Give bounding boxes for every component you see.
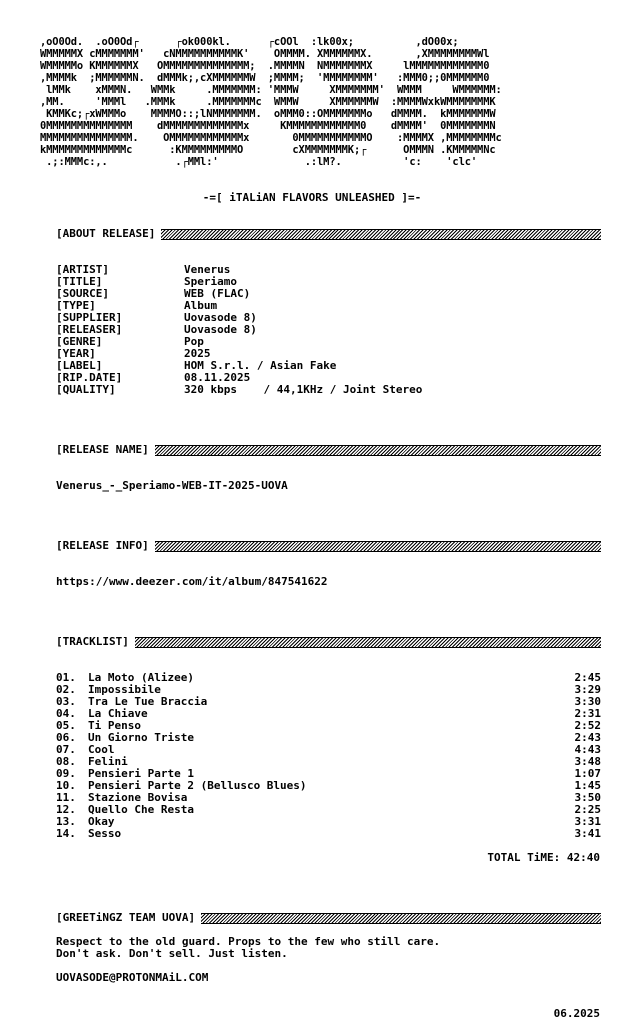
track-row — [56, 732, 601, 744]
track-title: Ti Penso — [88, 719, 141, 732]
track-duration: 2:45 — [574, 671, 601, 684]
track-duration: 3:50 — [574, 791, 601, 804]
track-number: 01. — [56, 671, 76, 684]
about-row — [56, 312, 601, 324]
about-release-list — [56, 264, 601, 396]
section-label-about: [ABOUT RELEASE] — [56, 227, 156, 240]
track-title: Cool — [88, 743, 115, 756]
track-number: 03. — [56, 695, 76, 708]
about-row — [56, 288, 601, 300]
track-row — [56, 744, 601, 756]
section-divider — [155, 445, 601, 456]
track-title: Un Giorno Triste — [88, 731, 194, 744]
track-number: 07. — [56, 743, 76, 756]
about-value: HOM S.r.l. / Asian Fake — [184, 359, 337, 372]
track-duration: 3:41 — [574, 827, 601, 840]
track-number: 02. — [56, 683, 76, 696]
track-row — [56, 816, 601, 828]
section-header-greetings — [56, 912, 601, 924]
track-duration: 4:43 — [574, 743, 601, 756]
about-key: [YEAR] — [56, 347, 96, 360]
release-info-url[interactable]: https://www.deezer.com/it/album/847541622 — [56, 575, 328, 588]
about-key: [ARTIST] — [56, 263, 109, 276]
total-time: TOTAL TiME: 42:40 — [487, 851, 600, 864]
track-duration: 2:25 — [574, 803, 601, 816]
about-value: Pop — [184, 335, 204, 348]
contact-email[interactable]: UOVASODE@PROTONMAiL.COM — [56, 971, 209, 984]
about-key: [GENRE] — [56, 335, 103, 348]
section-divider — [135, 637, 601, 648]
about-row — [56, 324, 601, 336]
about-key: [SUPPLIER] — [56, 311, 123, 324]
track-number: 04. — [56, 707, 76, 720]
track-title: La Chiave — [88, 707, 148, 720]
release-date: 06.2025 — [553, 1007, 600, 1020]
about-value: Uovasode 8) — [184, 323, 257, 336]
about-row — [56, 276, 601, 288]
track-title: Pensieri Parte 2 (Bellusco Blues) — [88, 779, 307, 792]
about-key: [LABEL] — [56, 359, 103, 372]
about-row — [56, 336, 601, 348]
track-number: 06. — [56, 731, 76, 744]
track-number: 08. — [56, 755, 76, 768]
about-value: Speriamo — [184, 275, 237, 288]
about-row — [56, 264, 601, 276]
track-number: 12. — [56, 803, 76, 816]
about-row — [56, 360, 601, 372]
tagline: -=[ iTALiAN FLAVORS UNLEASHED ]=- — [202, 191, 422, 204]
track-number: 10. — [56, 779, 76, 792]
track-number: 11. — [56, 791, 76, 804]
about-value: WEB (FLAC) — [184, 287, 251, 300]
track-number: 14. — [56, 827, 76, 840]
tracklist — [56, 672, 601, 840]
track-duration: 3:30 — [574, 695, 601, 708]
about-key: [RELEASER] — [56, 323, 123, 336]
ascii-logo: ,oO0Od. .oO0Od┌ ┌ok000kl. ┌cOOl :lk00x; ,dO00x; WMMMMMX cMMMMMMM' cNMMMMMMMMMMK' OMMMM. XMMMMMMX. ,XMMMMMMMMWl WMMMMMo KMMMMMMX OMMMMMMMMMMMMMM; .MMMMN NMMMMMMMX lMMMMMMMMMMMM0 ,MMMMk ;MMMMMMN. dMMMk;,cXMMMMMMW ;MMMM; 'MMMMMMMM' :MMM0;;0MMMMMM0 lMMk xMMMN. WMMk .MMMMMMM: 'MMMW XMMMMMMM' WMMM WMMMMMM: ,MM. 'MMMl .MMMk .MMMMMMMc WMMW XMMMMMMW :MMMMWxkWMMMMMMMK KMMKc;┌xWMMMo MMMMO::;lNMMMMMMM. oMMM0::OMMMMMMMo dMMMM. kMMMMMMMW 0MMMMMMMMMMMMMM dMMMMMMMMMMMMMx KMMMMMMMMMMMM0 dMMMM' 0MMMMMMMN MMMMMMMMMMMMMMM. OMMMMMMMMMMMMx 0MMMMMMMMMMMO :MMMMX ,MMMMMMMMc kMMMMMMMMMMMMMc :KMMMMMMMMMO cXMMMMMMMK;┌ OMMMN .KMMMMMNc .;:MMMc:,. .┌MMl:' .:lM?. 'c: 'clc' — [40, 36, 502, 168]
track-number: 13. — [56, 815, 76, 828]
track-row — [56, 828, 601, 840]
section-label-release-info: [RELEASE INFO] — [56, 539, 149, 552]
track-duration: 3:29 — [574, 683, 601, 696]
track-duration: 1:45 — [574, 779, 601, 792]
section-divider — [201, 913, 601, 924]
about-value: 2025 — [184, 347, 211, 360]
section-label-greetings: [GREETiNGZ TEAM UOVA] — [56, 911, 196, 924]
about-value: Album — [184, 299, 218, 312]
greetings-line-2: Don't ask. Don't sell. Just listen. — [56, 947, 288, 960]
track-title: La Moto (Alizee) — [88, 671, 194, 684]
track-title: Impossibile — [88, 683, 161, 696]
about-value: 08.11.2025 — [184, 371, 251, 384]
about-row — [56, 300, 601, 312]
track-duration: 3:48 — [574, 755, 601, 768]
track-duration: 2:31 — [574, 707, 601, 720]
track-number: 05. — [56, 719, 76, 732]
track-title: Quello Che Resta — [88, 803, 194, 816]
section-header-release-info — [56, 540, 601, 552]
track-duration: 2:52 — [574, 719, 601, 732]
track-duration: 2:43 — [574, 731, 601, 744]
release-name: Venerus_-_Speriamo-WEB-IT-2025-UOVA — [56, 479, 288, 492]
section-divider — [161, 229, 601, 240]
section-label-release-name: [RELEASE NAME] — [56, 443, 149, 456]
about-key: [TYPE] — [56, 299, 96, 312]
about-value: Venerus — [184, 263, 231, 276]
about-value: 320 kbps / 44,1KHz / Joint Stereo — [184, 383, 423, 396]
track-duration: 3:31 — [574, 815, 601, 828]
about-row — [56, 384, 601, 396]
about-value: Uovasode 8) — [184, 311, 257, 324]
track-title: Pensieri Parte 1 — [88, 767, 194, 780]
section-label-tracklist: [TRACKLIST] — [56, 635, 129, 648]
track-title: Sesso — [88, 827, 122, 840]
track-duration: 1:07 — [574, 767, 601, 780]
section-divider — [155, 541, 601, 552]
about-key: [SOURCE] — [56, 287, 109, 300]
about-key: [QUALITY] — [56, 383, 116, 396]
section-header-release-name — [56, 444, 601, 456]
track-title: Tra Le Tue Braccia — [88, 695, 208, 708]
greetings-line-1: Respect to the old guard. Props to the few who still care. — [56, 935, 441, 948]
track-title: Okay — [88, 815, 115, 828]
section-header-about — [56, 228, 601, 240]
section-header-tracklist — [56, 636, 601, 648]
track-number: 09. — [56, 767, 76, 780]
about-key: [TITLE] — [56, 275, 103, 288]
track-row — [56, 804, 601, 816]
track-title: Felini — [88, 755, 128, 768]
track-title: Stazione Bovisa — [88, 791, 188, 804]
about-key: [RIP.DATE] — [56, 371, 123, 384]
